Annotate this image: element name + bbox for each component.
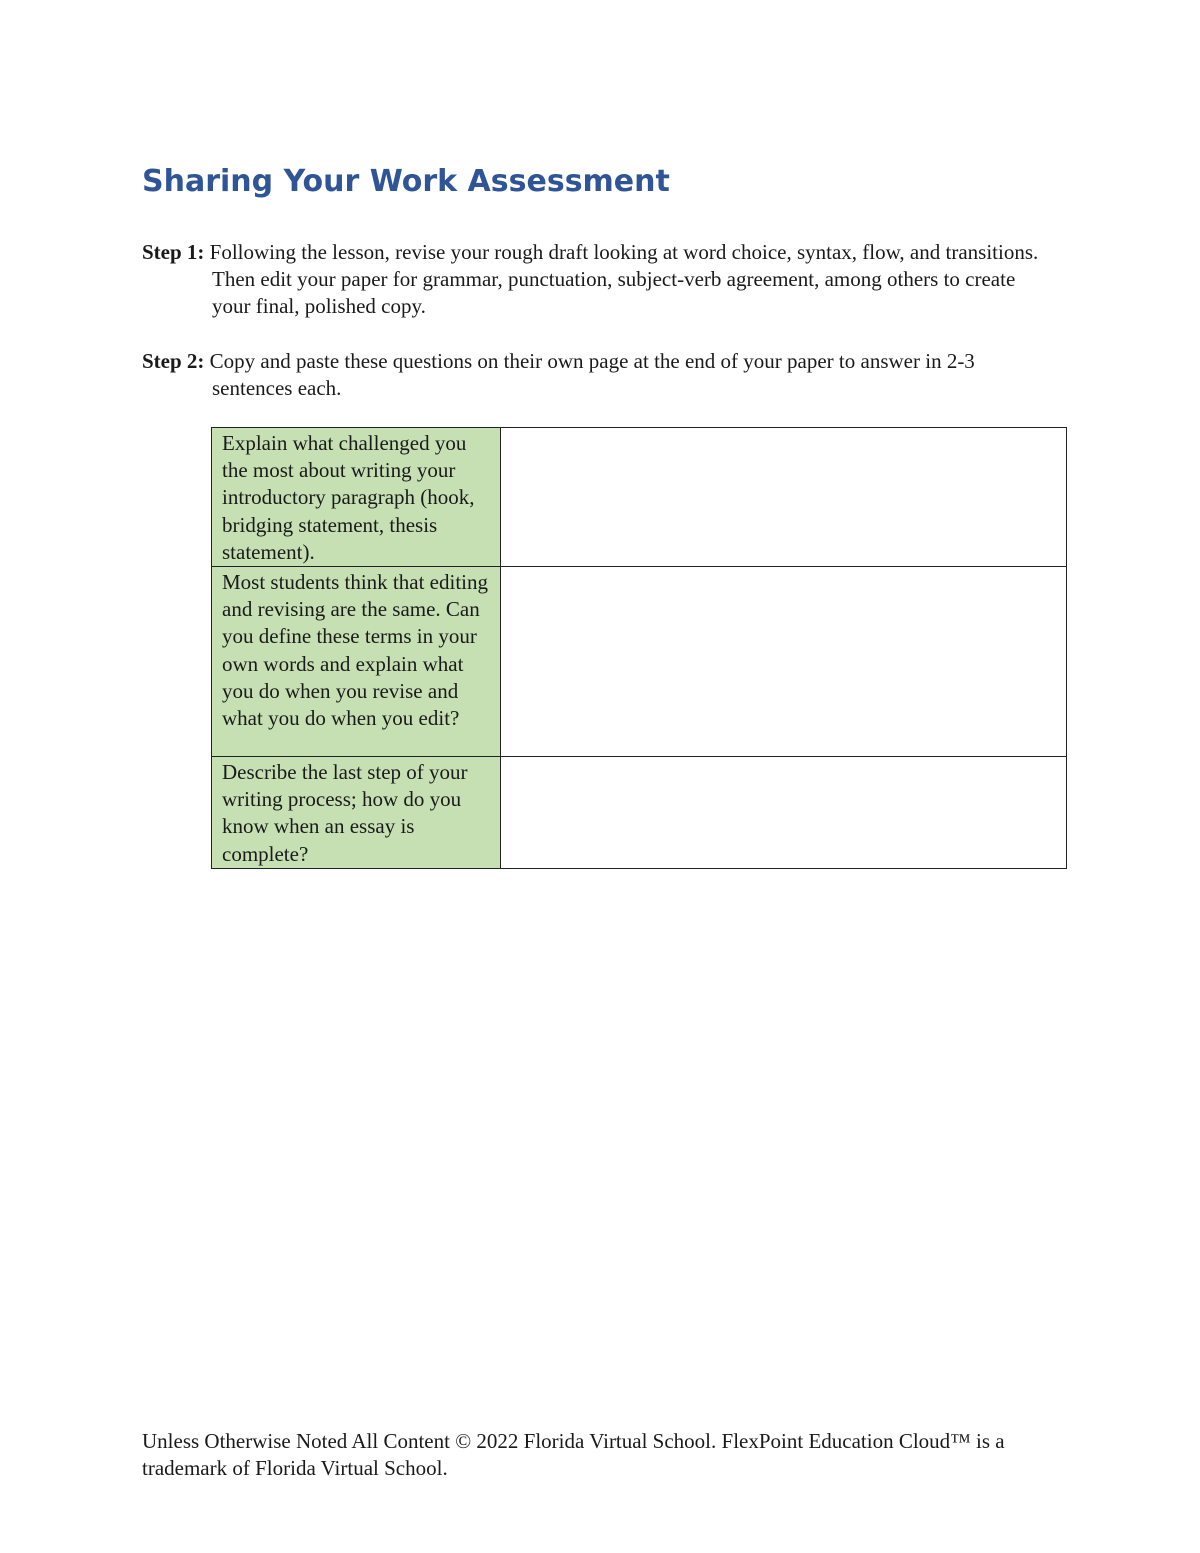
answer-3-cell[interactable] bbox=[501, 757, 1067, 869]
reflection-questions-table bbox=[211, 427, 1067, 869]
question-1-cell: Explain what challenged you the most about writing your introductory paragraph (hook, bridging statement, thesis statement). bbox=[212, 428, 501, 567]
step-2-text: Copy and paste these questions on their own page at the end of your paper to answer in 2-3 sentences each. bbox=[209, 349, 975, 400]
step-1-label: Step 1: bbox=[142, 240, 205, 264]
table-row bbox=[212, 757, 1067, 869]
copyright-footer: Unless Otherwise Noted All Content © 2022 Florida Virtual School. FlexPoint Education Cloud™ is a trademark of Florida Virtual School. bbox=[142, 1429, 1005, 1480]
answer-1-cell[interactable] bbox=[501, 428, 1067, 567]
page-title: Sharing Your Work Assessment bbox=[142, 164, 670, 199]
step-1-text: Following the lesson, revise your rough draft looking at word choice, syntax, flow, and transitions. Then edit your paper for grammar, punctuation, subject-verb agreement, among others to create your final, polished copy. bbox=[209, 240, 1039, 318]
table-row bbox=[212, 567, 1067, 757]
step-1-instruction bbox=[142, 239, 1052, 320]
step-2-label: Step 2: bbox=[142, 349, 205, 373]
answer-2-cell[interactable] bbox=[501, 567, 1067, 757]
question-3-cell: Describe the last step of your writing process; how do you know when an essay is complete? bbox=[212, 757, 501, 869]
step-2-instruction bbox=[142, 348, 1052, 402]
table-row bbox=[212, 428, 1067, 567]
question-2-cell: Most students think that editing and revising are the same. Can you define these terms in your own words and explain what you do when you revise and what you do when you edit? bbox=[212, 567, 501, 757]
